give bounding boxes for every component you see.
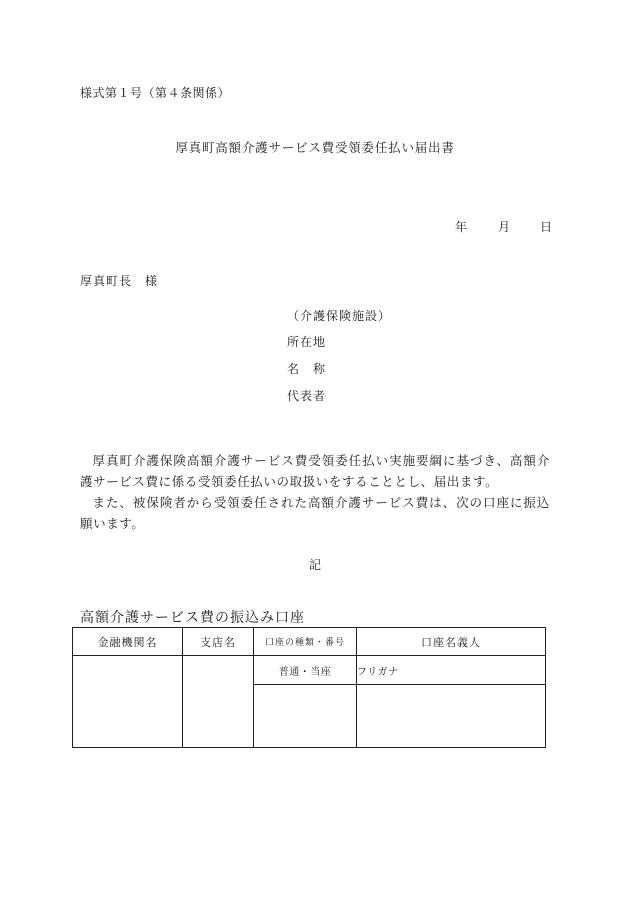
date-year-label: 年	[455, 220, 468, 234]
account-type-options[interactable]: 普通・当座	[254, 656, 357, 685]
account-table-caption: 高額介護サービス費の振込み口座	[80, 610, 305, 626]
account-number-cell[interactable]	[254, 685, 357, 748]
header-account-holder: 口座名義人	[357, 628, 546, 656]
document-title: 厚真町高額介護サービス費受領委任払い届出書	[175, 140, 455, 155]
address-label: 所在地	[287, 335, 327, 349]
body-paragraph-2: また、被保険者から受領委任された高額介護サービス費は、次の口座に振込願います。	[80, 495, 550, 531]
header-bank-name: 金融機関名	[73, 628, 183, 656]
form-number: 様式第１号（第４条関係）	[80, 86, 231, 100]
addressee: 厚真町長 様	[80, 274, 159, 288]
facility-name-label: 名 称	[287, 362, 327, 376]
furigana-cell[interactable]: フリガナ	[357, 656, 546, 685]
body-text	[80, 450, 550, 534]
table-header-row	[73, 628, 546, 656]
date-month-label: 月	[498, 220, 511, 234]
ki-marker: 記	[308, 558, 321, 572]
representative-label: 代表者	[287, 389, 327, 403]
table-row	[73, 656, 546, 685]
header-branch-name: 支店名	[183, 628, 254, 656]
branch-name-cell[interactable]	[183, 656, 254, 748]
account-holder-name-cell[interactable]	[357, 685, 546, 748]
body-paragraph-1: 厚真町介護保険高額介護サービス費受領委任払い実施要綱に基づき、高額介護サービス費に係る受領委任払いの取扱いをすることとし、届出ます。	[80, 453, 550, 489]
facility-heading: （介護保険施設）	[287, 309, 392, 323]
bank-account-table	[72, 627, 546, 748]
bank-name-cell[interactable]	[73, 656, 183, 748]
header-account-type-number: 口座の種類・番号	[254, 628, 357, 656]
date-day-label: 日	[540, 220, 553, 234]
